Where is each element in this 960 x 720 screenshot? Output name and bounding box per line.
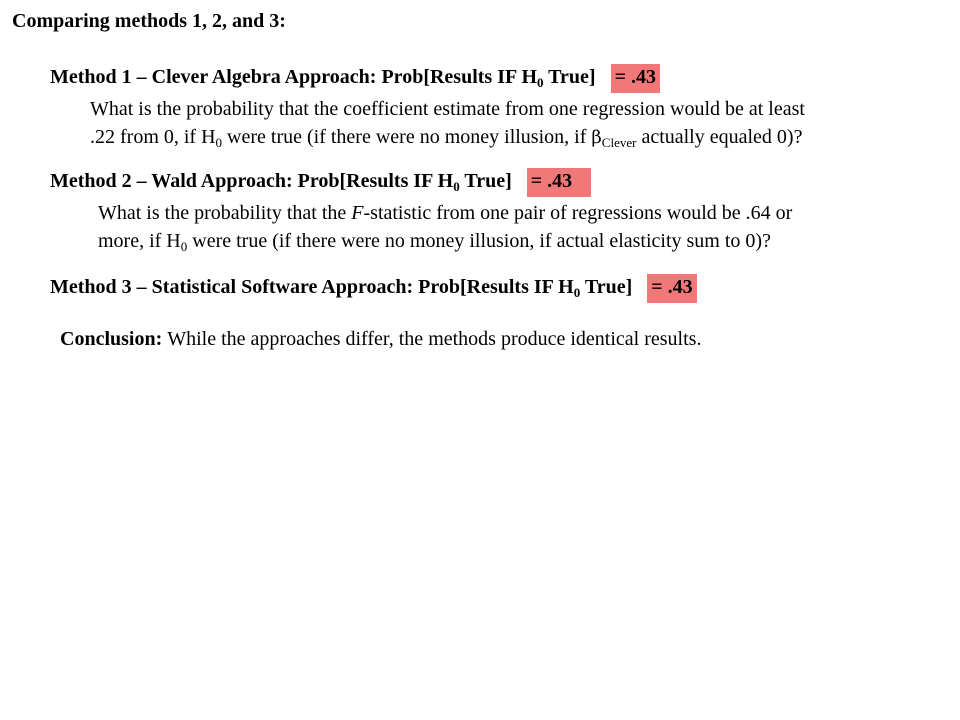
method-2-equals: = xyxy=(530,170,543,192)
method-1-question-line-2 xyxy=(90,126,802,149)
f-statistic-symbol: F xyxy=(351,202,364,224)
method-1-q2-subscript: 0 xyxy=(215,135,223,150)
method-1-question-line-1: What is the probability that the coefficient estimate from one regression would be at least xyxy=(90,98,805,120)
method-1-result-highlight xyxy=(611,64,660,93)
method-3-subscript: 0 xyxy=(573,285,581,300)
beta-subscript: Clever xyxy=(601,135,637,150)
method-3-label: Method 3 – Statistical Software Approach: Prob[Results IF H xyxy=(50,276,574,298)
method-2-label-suffix: True] xyxy=(459,170,512,192)
method-2-label: Method 2 – Wald Approach: Prob[Results IF H xyxy=(50,170,454,192)
method-2-result-highlight xyxy=(527,168,591,197)
method-1-title xyxy=(50,64,660,93)
method-2-subscript: 0 xyxy=(453,179,460,194)
page-title: Comparing methods 1, 2, and 3: xyxy=(12,10,286,32)
conclusion-label: Conclusion: xyxy=(60,328,163,350)
method-1-q2-text-c: actually equaled 0)? xyxy=(636,126,803,148)
method-2-value: .43 xyxy=(547,170,573,192)
method-3-result-highlight xyxy=(647,274,696,303)
method-1-q2-text-a: .22 from 0, if H xyxy=(90,126,216,148)
method-3-value: .43 xyxy=(667,276,693,298)
method-2-q2-text-a: more, if H xyxy=(98,230,181,252)
method-1-label-suffix: True] xyxy=(543,66,596,88)
method-2-q1-text-a: What is the probability that the xyxy=(98,202,352,224)
method-1-label: Method 1 – Clever Algebra Approach: Prob[Results IF H xyxy=(50,66,538,88)
method-2-q2-subscript: 0 xyxy=(180,239,188,254)
method-3-title xyxy=(50,274,697,303)
method-2-question-line-2 xyxy=(98,230,771,253)
method-1-subscript: 0 xyxy=(537,75,544,90)
conclusion-text: While the approaches differ, the methods produce identical results. xyxy=(167,328,702,350)
method-2-title xyxy=(50,168,591,197)
method-1-value: .43 xyxy=(630,66,656,88)
method-2-q1-text-b: -statistic from one pair of regressions would be .64 or xyxy=(363,202,793,224)
beta-symbol: β xyxy=(591,127,602,148)
method-1-equals: = xyxy=(614,66,626,88)
method-3-equals: = xyxy=(651,276,663,298)
method-2-q2-text-b: were true (if there were no money illusion, if actual elasticity sum to 0)? xyxy=(187,230,771,252)
conclusion xyxy=(60,328,701,351)
method-1-q2-text-b: were true (if there were no money illusion, if xyxy=(222,126,592,148)
method-3-label-suffix: True] xyxy=(580,276,633,298)
method-2-question-line-1 xyxy=(98,202,792,225)
